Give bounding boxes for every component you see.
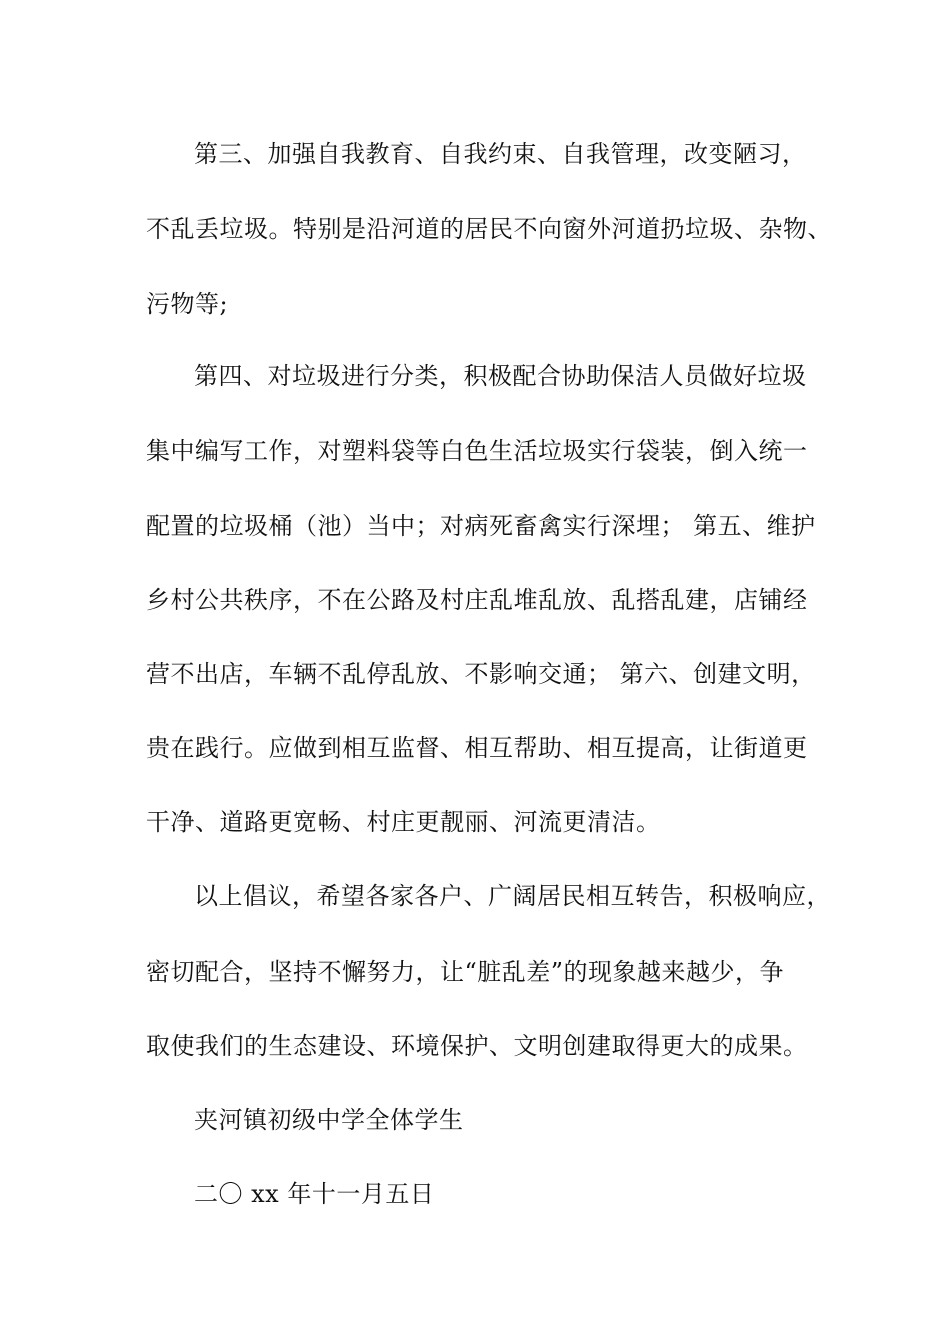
paragraph-line: 密切配合，坚持不懈努力，让“脏乱差”的现象越来越少，争 xyxy=(146,958,785,986)
paragraph-line: 污物等; xyxy=(146,290,229,318)
paragraph-line: 第四、对垃圾进行分类，积极配合协助保洁人员做好垃圾 xyxy=(194,362,807,390)
paragraph-line: 营不出店，车辆不乱停乱放、不影响交通； 第六、创建文明， xyxy=(146,660,816,688)
paragraph-line: 第三、加强自我教育、自我约束、自我管理，改变陋习， xyxy=(194,140,807,168)
paragraph-line: 配置的垃圾桶（池）当中；对病死畜禽实行深埋； 第五、维护 xyxy=(146,512,816,540)
paragraph-line: 不乱丢垃圾。特别是沿河道的居民不向窗外河道扔垃圾、杂物、 xyxy=(146,215,832,243)
paragraph-line: 干净、道路更宽畅、村庄更靓丽、河流更清洁。 xyxy=(146,808,661,836)
paragraph-line: 集中编写工作，对塑料袋等白色生活垃圾实行袋装，倒入统一 xyxy=(146,437,808,465)
paragraph-line: 乡村公共秩序，不在公路及村庄乱堆乱放、乱搭乱建，店铺经 xyxy=(146,586,808,614)
date: 二〇 xx 年十一月五日 xyxy=(194,1180,435,1208)
paragraph-line: 贵在践行。应做到相互监督、相互帮助、相互提高，让街道更 xyxy=(146,734,808,762)
paragraph-line: 以上倡议，希望各家各户、广阔居民相互转告，积极响应， xyxy=(194,882,831,910)
signature: 夹河镇初级中学全体学生 xyxy=(194,1106,464,1134)
paragraph-line: 取使我们的生态建设、环境保护、文明创建取得更大的成果。 xyxy=(146,1032,808,1060)
